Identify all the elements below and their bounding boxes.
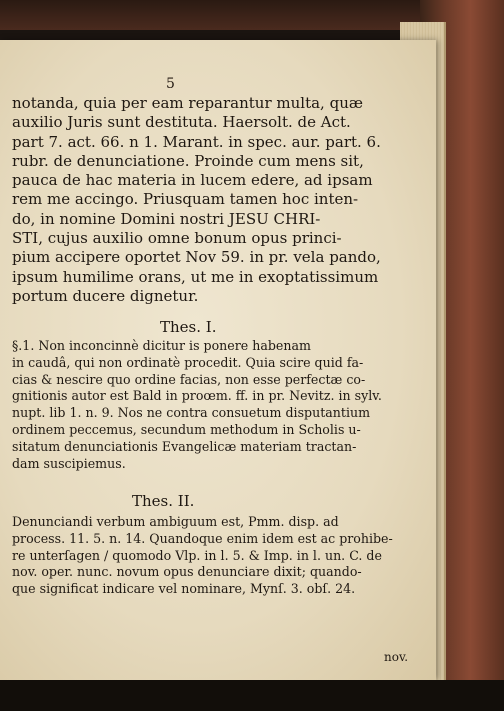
text-line: §.1. Non inconcinnè dicitur is ponere habenam bbox=[12, 338, 311, 353]
text-line: que significat indicare vel nominare, Mynſ. 3. obſ. 24. bbox=[12, 581, 356, 597]
intro-paragraph bbox=[12, 94, 410, 306]
text-line: notanda, quia per eam reparantur multa, quæ bbox=[12, 94, 363, 112]
thesis-2-heading: Thes. II. bbox=[132, 492, 195, 510]
text-line: cias & nescire quo ordine facias, non esse perfectæ co- bbox=[12, 371, 366, 387]
text-line: rem me accingo. Priusquam tamen hoc inten- bbox=[12, 190, 359, 209]
catchword: nov. bbox=[384, 650, 409, 664]
text-line: sitatum denunciationis Evangelicæ materiam tractan- bbox=[12, 438, 357, 454]
page-number: 5 bbox=[166, 76, 175, 92]
text-line: ordinem peccemus, secundum methodum in Scholis u- bbox=[12, 421, 361, 437]
text-line: ipsum humilime orans, ut me in exoptatissimum bbox=[12, 267, 379, 286]
text-line: STI, cujus auxilio omne bonum opus princi- bbox=[12, 229, 342, 248]
text-line: nupt. lib 1. n. 9. Nos ne contra consuetum disputantium bbox=[12, 405, 371, 421]
text-line: nov. oper. nunc. novum opus denunciare dixit; quando- bbox=[12, 564, 362, 580]
text-line: pium accipere oportet Nov 59. in pr. vela pando, bbox=[12, 248, 381, 267]
text-line: process. 11. 5. n. 14. Quandoque enim idem est ac prohibe- bbox=[12, 530, 393, 546]
text-line: gnitionis autor est Bald in proœm. ff. in pr. Nevitz. in sylv. bbox=[12, 388, 382, 404]
text-line: dam suscipiemus. bbox=[12, 455, 126, 471]
thesis-1-heading: Thes. I. bbox=[160, 318, 217, 336]
text-line: Denunciandi verbum ambiguum est, Pmm. disp. ad bbox=[12, 514, 339, 529]
bottom-shadow bbox=[0, 680, 504, 711]
text-line: rubr. de denunciatione. Proinde cum mens sit, bbox=[12, 151, 364, 170]
text-line: pauca de hac materia in lucem edere, ad ipsam bbox=[12, 171, 373, 190]
thesis-2-paragraph bbox=[12, 514, 418, 598]
text-line: in caudâ, qui non ordinatè procedit. Quia scire quid fa- bbox=[12, 354, 364, 370]
text-line: portum ducere dignetur. bbox=[12, 286, 199, 305]
text-line: re unterſagen / quomodo Vlp. in l. 5. & Imp. in l. un. C. de bbox=[12, 547, 382, 563]
text-line: part 7. act. 66. n 1. Marant. in spec. aur. part. 6. bbox=[12, 132, 381, 151]
thesis-1-paragraph bbox=[12, 338, 418, 472]
text-line: auxilio Juris sunt destituta. Haersolt. de Act. bbox=[12, 113, 351, 132]
text-line: do, in nomine Domini nostri JESU CHRI- bbox=[12, 209, 321, 228]
book-page bbox=[0, 40, 436, 680]
